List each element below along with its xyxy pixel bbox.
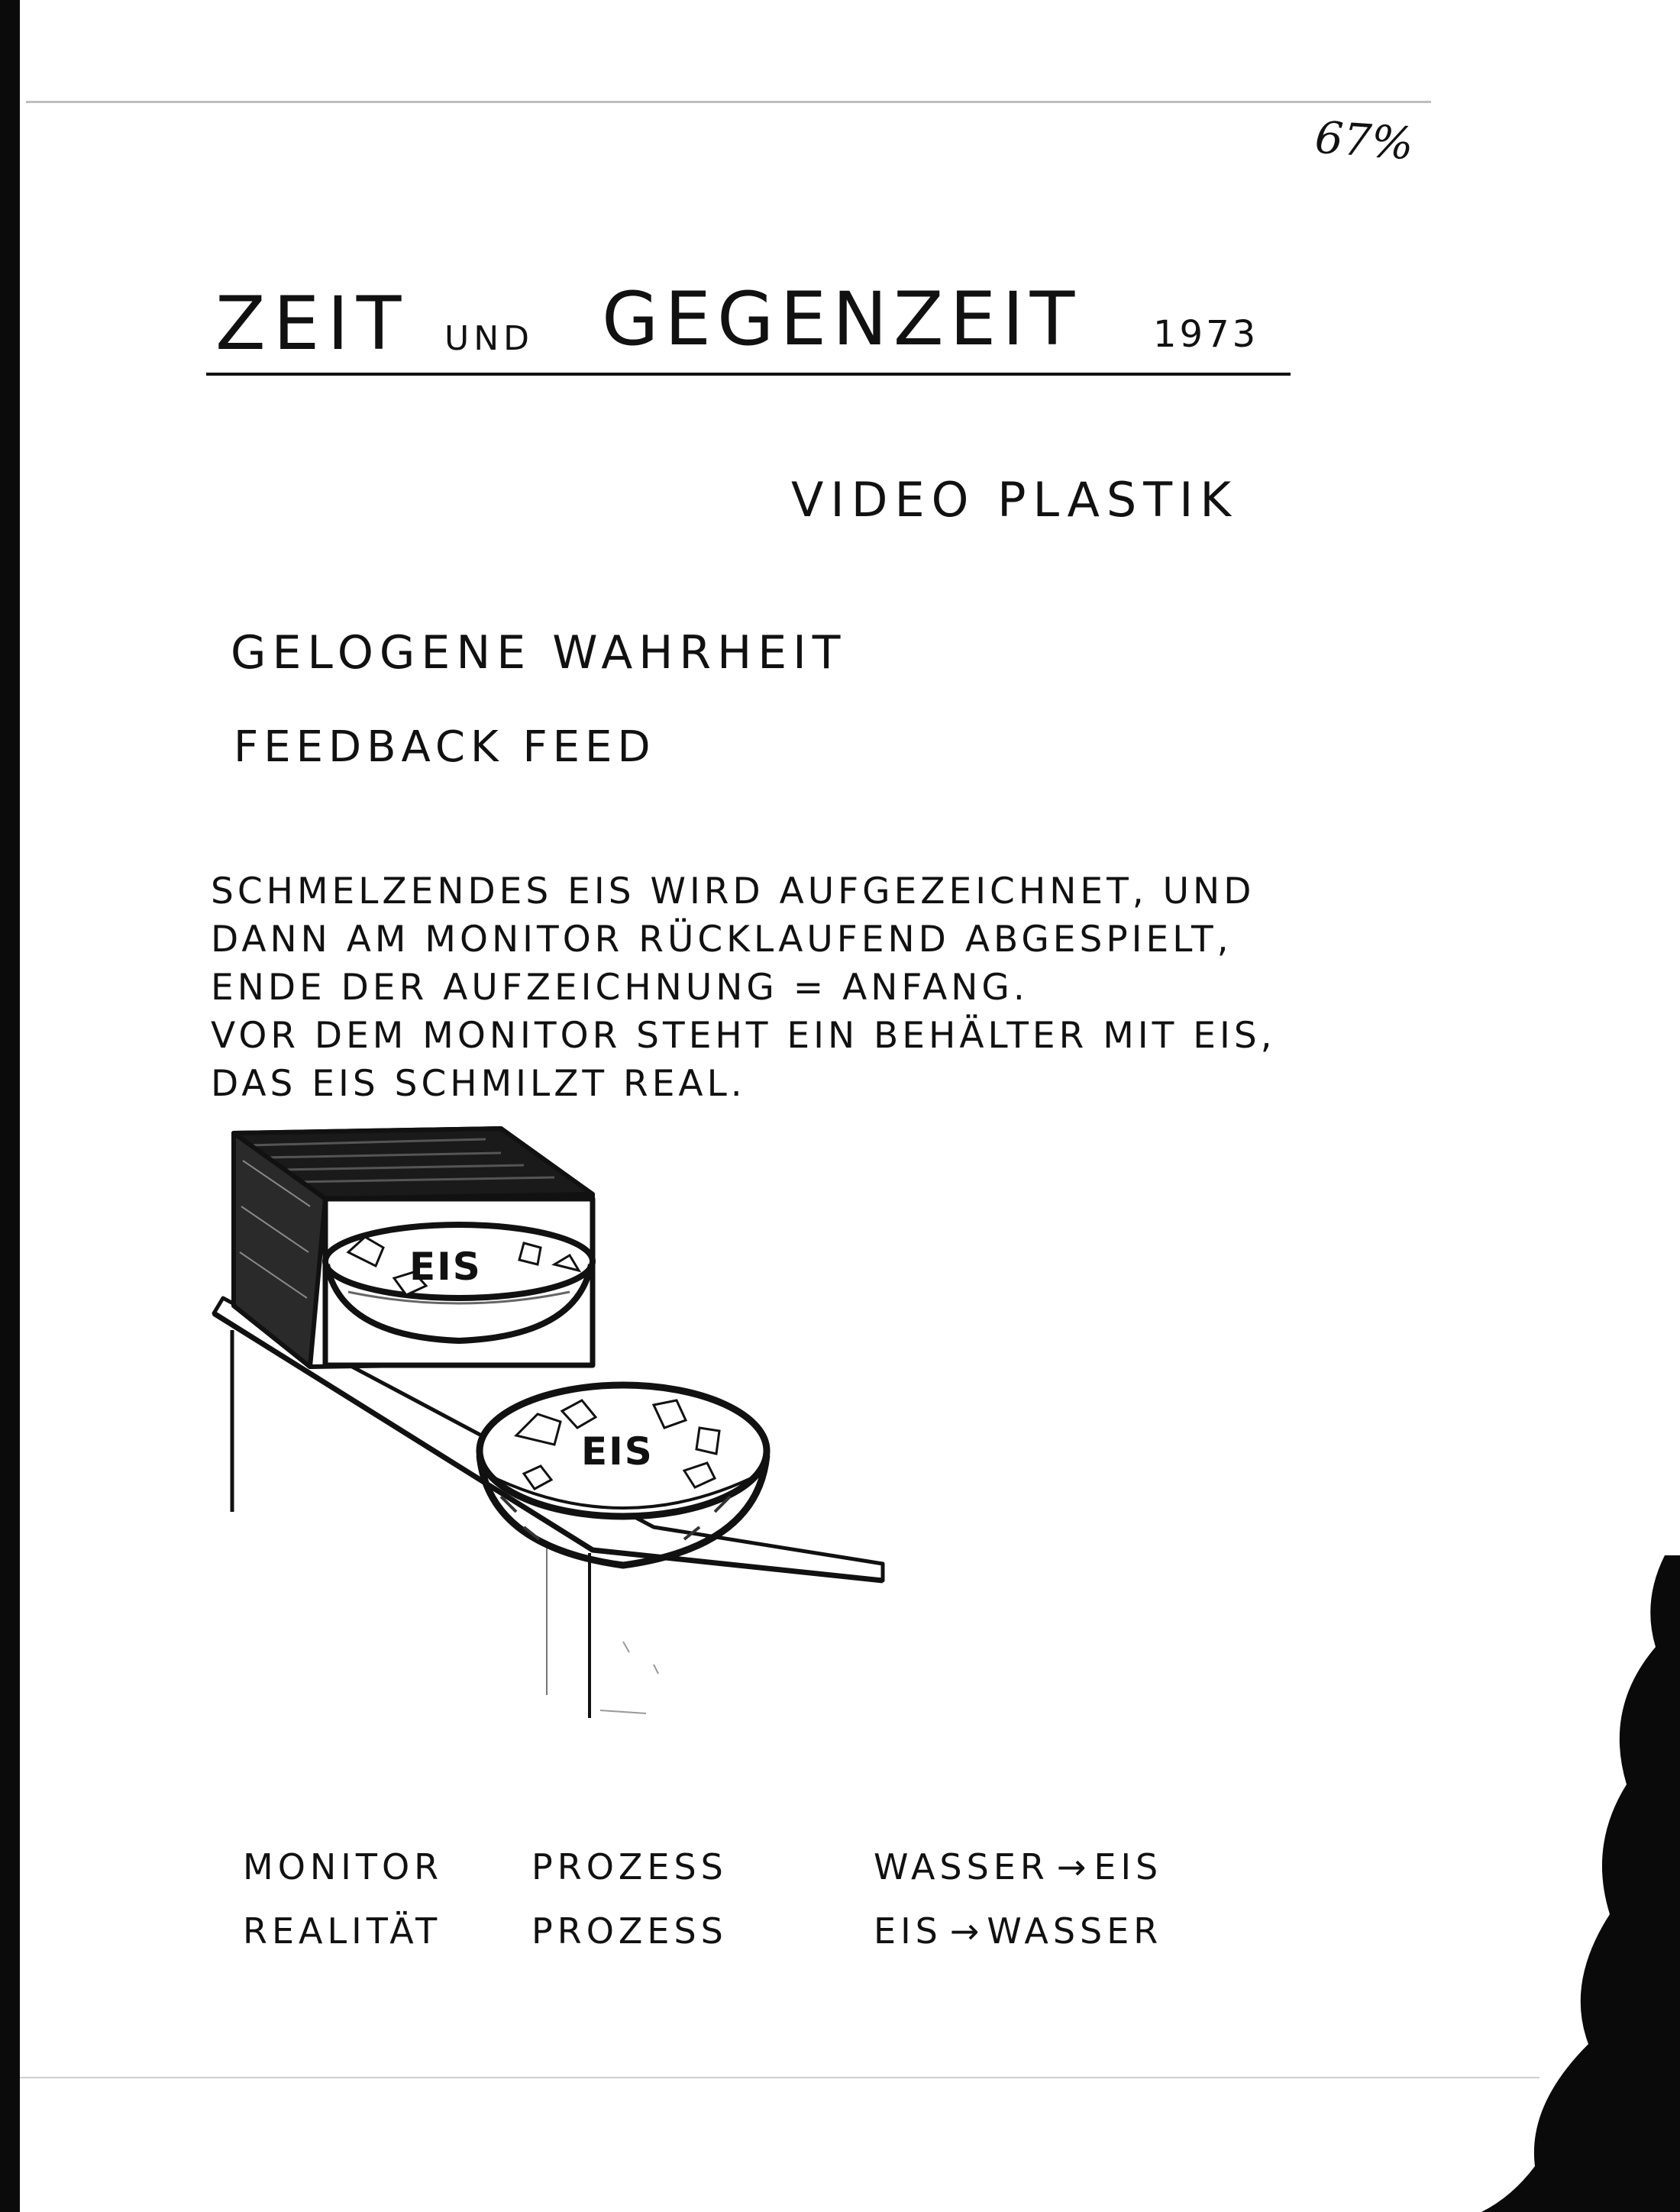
subtitle: VIDEO PLASTIK (791, 472, 1239, 528)
table-bowl-label: EIS (581, 1429, 654, 1474)
description-line: VOR DEM MONITOR STEHT EIN BEHÄLTER MIT EIS, (211, 1015, 1276, 1057)
row-realitaet-to: WASSER (987, 1910, 1163, 1952)
row-realitaet-label: REALITÄT (243, 1910, 442, 1952)
ink-blot (1481, 1555, 1680, 2212)
description-line: SCHMELZENDES EIS WIRD AUFGEZEICHNET, UND (211, 870, 1255, 912)
paper-edge-bottom (20, 2077, 1539, 2078)
row-realitaet-process (874, 1910, 1162, 1952)
row-realitaet-from: EIS (874, 1910, 942, 1952)
row-monitor-to: EIS (1094, 1846, 1163, 1887)
right-arrow-icon: → (949, 1910, 980, 1952)
right-arrow-icon: → (1056, 1846, 1087, 1887)
scan-edge-left (0, 0, 20, 2212)
title-word-gegenzeit: GEGENZEIT (602, 276, 1081, 362)
description-paragraph (211, 867, 1356, 1108)
phrase-feedback-feed: FEEDBACK FEED (234, 722, 656, 772)
row-monitor-kind: PROZESS (531, 1846, 728, 1887)
title-word-zeit: ZEIT (215, 281, 409, 367)
description-line: DANN AM MONITOR RÜCKLAUFEND ABGESPIELT, (211, 919, 1233, 961)
paper-edge-top (26, 101, 1431, 103)
row-monitor-from: WASSER (874, 1846, 1049, 1887)
description-line: ENDE DER AUFZEICHNUNG = ANFANG. (211, 967, 1029, 1009)
title-underline (206, 373, 1291, 376)
row-realitaet-kind: PROZESS (531, 1910, 728, 1952)
title-year: 1973 (1153, 313, 1259, 356)
description-line: DAS EIS SCHMILZT REAL. (211, 1063, 746, 1105)
monitor-bowl-label: EIS (409, 1245, 482, 1289)
title-word-und: UND (444, 319, 534, 358)
phrase-gelogene-wahrheit: GELOGENE WAHRHEIT (231, 626, 847, 680)
installation-sketch (195, 1115, 929, 1802)
page-number: 67% (1313, 111, 1416, 170)
row-monitor-process (874, 1846, 1162, 1887)
row-monitor-label: MONITOR (243, 1846, 444, 1887)
